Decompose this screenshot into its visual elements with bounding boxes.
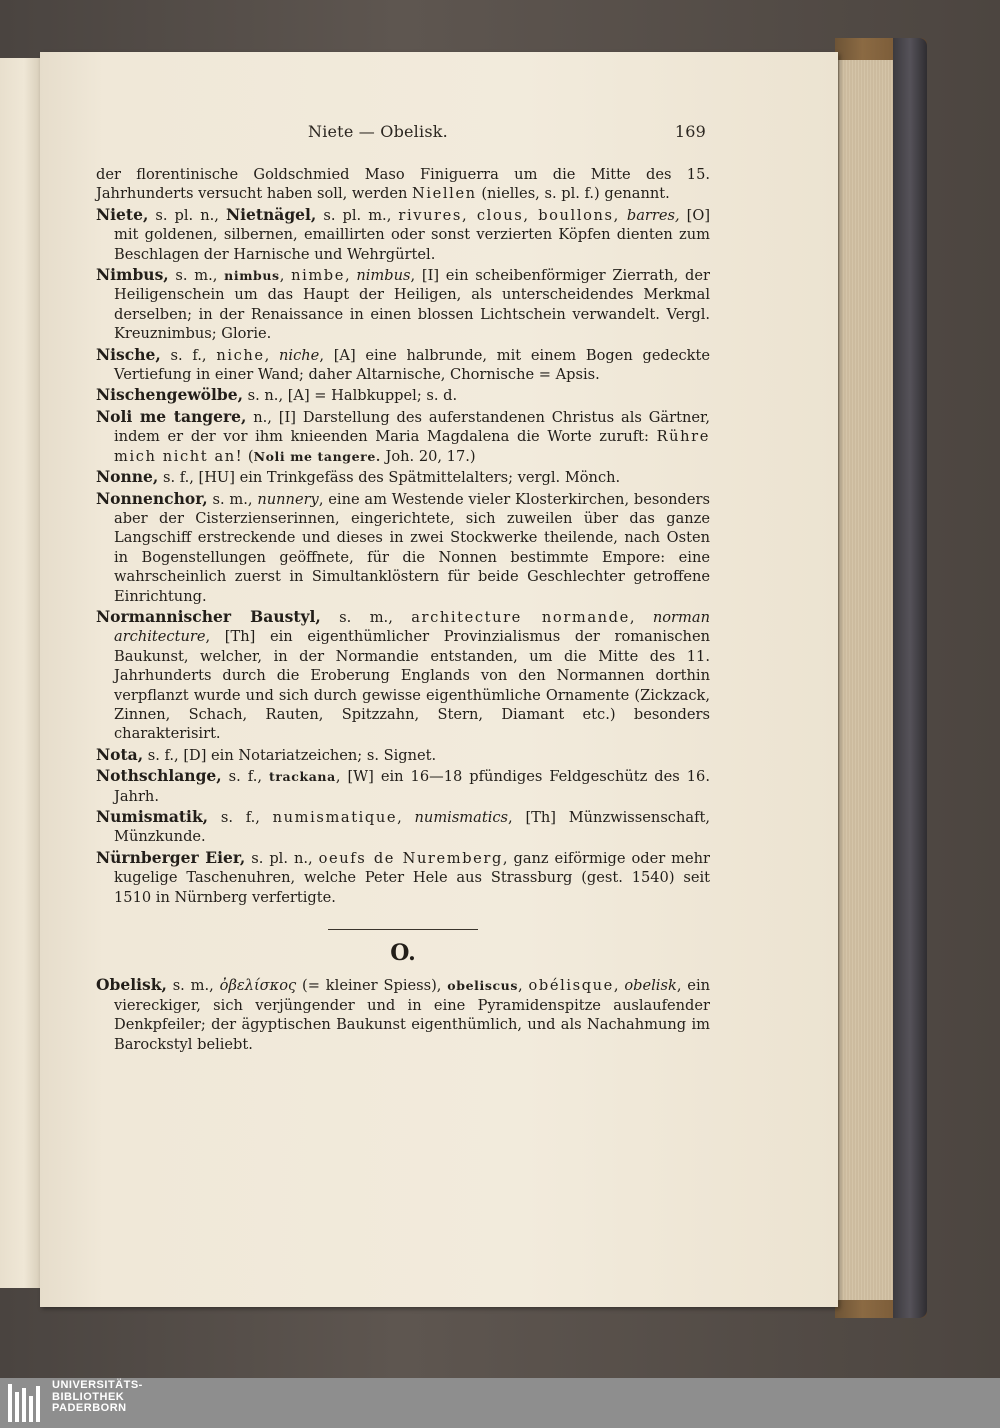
book-spine-edge xyxy=(893,38,927,1318)
library-name-line1: UNIVERSITÄTS- xyxy=(52,1379,143,1391)
running-header xyxy=(98,122,708,144)
entry-nonne: Nonne, s. f., [HU] ein Trinkgefäss des Spätmittelalters; vergl. Mönch. xyxy=(96,467,621,487)
entry-noli-me-tangere: Noli me tangere, n., [I] Darstellung des auferstandenen Christus als Gärtner, indem er der vor ihm knieenden Maria Magdalena die Worte zuruft: Rühre mich nicht an! (Noli me tangere. Joh. 20, 17.) xyxy=(96,406,710,465)
library-name-line3: PADERBORN xyxy=(52,1402,127,1414)
library-footer xyxy=(0,1378,1000,1428)
dictionary-text xyxy=(96,165,710,1055)
library-name xyxy=(52,1380,143,1415)
page-number: 169 xyxy=(674,122,706,141)
entry-niete: Niete, s. pl. n., Nietnägel, s. pl. m., rivures, clous, boullons, barres, [O] mit goldenen, silbernen, emaillirten oder sonst verzierten Köpfen dienten zum Beschlagen der Harnische und Wehrgürtel. xyxy=(96,204,711,263)
left-page-edge xyxy=(0,58,41,1288)
entry-nische: Nische, s. f., niche, niche, [A] eine halbrunde, mit einem Bogen gedeckte Vertiefung in einer Wand; daher Altarnische, Chornische = Apsis. xyxy=(96,344,710,384)
running-title: Niete — Obelisk. xyxy=(308,122,448,141)
library-logo-icon xyxy=(8,1384,44,1422)
library-name-line2: BIBLIOTHEK xyxy=(52,1390,125,1403)
entry-continuation: der florentinische Goldschmied Maso Finiguerra um die Mitte des 15. Jahrhunderts versucht haben soll, werden Niellen (nielles, s. pl. f.) genannt. xyxy=(96,166,710,203)
entry-nuernberger-eier: Nürnberger Eier, s. pl. n., oeufs de Nuremberg, ganz eiförmige oder mehr kugelige Taschenuhren, welche Peter Hele aus Strassburg (gest. 1540) seit 1510 in Nürnberg verfertigte. xyxy=(96,847,711,906)
entry-numismatik: Numismatik, s. f., numismatique, numismatics, [Th] Münzwissenschaft, Münzkunde. xyxy=(96,807,710,846)
entry-obelisk: Obelisk, s. m., ὀβελίσκος (= kleiner Spiess), obeliscus, obélisque, obelisk, ein viereckiger, sich verjüngender und in eine Pyramidenspitze auslaufender Denkpfeiler; der ägyptischen Baukunst eigenthümlich, und als Nachahmung im Barockstyl beliebt. xyxy=(96,975,711,1053)
entry-nimbus: Nimbus, s. m., nimbus, nimbe, nimbus, [I] ein scheibenförmiger Zierrath, der Heiligenschein um das Haupt der Heiligen, als unterscheidendes Merkmal derselben; in der Renaissance in einen blossen Lichtschein verwandelt. Vergl. Kreuznimbus; Glorie. xyxy=(96,265,711,343)
page-edges xyxy=(838,60,897,1300)
entry-nota: Nota, s. f., [D] ein Notariatzeichen; s. Signet. xyxy=(96,744,437,764)
entry-nonnenchor: Nonnenchor, s. m., nunnery, eine am Westende vieler Klosterkirchen, besonders aber der Cisterzienserinnen, eingerichtete, sich zuweilen über das ganze Langschiff erstreckende und dieses in zwei Stockwerke theilende, nach Osten in Bogenstellungen geöffnete, für die Nonnen bestimmte Empore: eine wahrscheinlich zuerst in Simultanklöstern für beide Geschlechter getroffene Einrichtung. xyxy=(96,488,710,605)
entry-nischengewoelbe: Nischengewölbe, s. n., [A] = Halbkuppel; s. d. xyxy=(96,385,458,405)
entry-normannischer-baustyl: Normannischer Baustyl, s. m., architecture normande, norman architecture, [Th] ein eigenthümlicher Provinzialismus der romanischen Baukunst, welcher, in der Normandie entstanden, um die Mitte des 11. Jahrhunderts durch die Eroberung Englands von den Normannen dorthin verpflanzt wurde und sich durch gewisse eigenthümliche Ornamente (Zickzack, Zinnen, Schach, Rauten, Spitzzahn, Stern, Diamant etc.) besonders charakterisirt. xyxy=(96,606,710,743)
section-divider xyxy=(328,929,478,930)
entry-nothschlange: Nothschlange, s. f., trackana, [W] ein 16—18 pfündiges Feldgeschütz des 16. Jahrh. xyxy=(96,766,710,805)
section-letter: O. xyxy=(390,940,416,967)
